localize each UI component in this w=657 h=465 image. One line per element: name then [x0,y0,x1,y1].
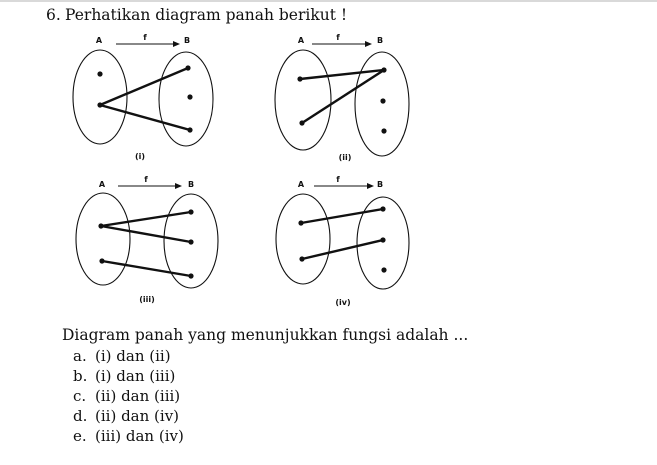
codomain-point [380,98,385,103]
diagram-caption: (iv) [335,298,351,307]
codomain-set-ellipse [159,52,213,146]
mapping-line [301,209,383,223]
mapping-line [102,261,191,276]
answer-option-c[interactable] [73,386,184,406]
relation-label-f: f [336,175,340,184]
codomain-point [187,94,192,99]
answer-option-d[interactable] [73,406,184,426]
option-text: (ii) dan (iv) [95,407,180,425]
arrow-diagram-i [70,30,225,165]
codomain-label-b: B [376,36,384,45]
arrow-diagram-iv [270,172,425,310]
mapping-line [101,212,191,226]
option-letter: a. [73,347,87,365]
codomain-set-ellipse [355,52,409,156]
answer-option-a[interactable] [73,346,184,366]
question-text: Perhatikan diagram panah berikut ! [65,6,348,24]
relation-arrowhead [365,41,372,47]
codomain-label-b: B [183,36,191,45]
relation-label-f: f [336,33,340,42]
domain-label-a: A [95,36,103,45]
relation-label-f: f [143,33,147,42]
domain-set-ellipse [276,194,330,284]
arrow-diagram-ii [270,30,425,165]
answer-option-b[interactable] [73,366,184,386]
option-letter: b. [73,367,88,385]
relation-label-f: f [144,175,148,184]
mapping-line [100,68,188,105]
answer-options [73,346,184,446]
relation-arrowhead [367,183,374,189]
answer-option-e[interactable] [73,426,184,446]
question-title [46,6,347,24]
codomain-point [381,128,386,133]
codomain-point [381,267,386,272]
relation-arrowhead [173,41,180,47]
diagram-caption: (iii) [139,295,155,304]
relation-arrowhead [175,183,182,189]
codomain-label-b: B [376,180,384,189]
diagram-caption: (i) [134,152,146,161]
domain-point [97,71,102,76]
option-text: (ii) dan (iii) [95,387,181,405]
question-prompt: Diagram panah yang menunjukkan fungsi adalah ... [62,326,469,344]
option-text: (iii) dan (iv) [95,427,184,445]
question-number: 6. [46,6,61,24]
mapping-line [101,226,191,242]
option-text: (i) dan (iii) [95,367,176,385]
option-text: (i) dan (ii) [95,347,171,365]
option-letter: d. [73,407,88,425]
arrow-diagram-iii [70,172,225,308]
codomain-label-b: B [187,180,195,189]
domain-set-ellipse [275,50,331,150]
domain-label-a: A [297,180,305,189]
option-letter: e. [73,427,87,445]
mapping-line [100,105,190,130]
mapping-line [302,240,383,259]
diagram-caption: (ii) [338,153,352,162]
domain-label-a: A [98,180,106,189]
domain-set-ellipse [76,193,130,285]
domain-label-a: A [297,36,305,45]
option-letter: c. [73,387,87,405]
page-top-edge [0,0,657,2]
